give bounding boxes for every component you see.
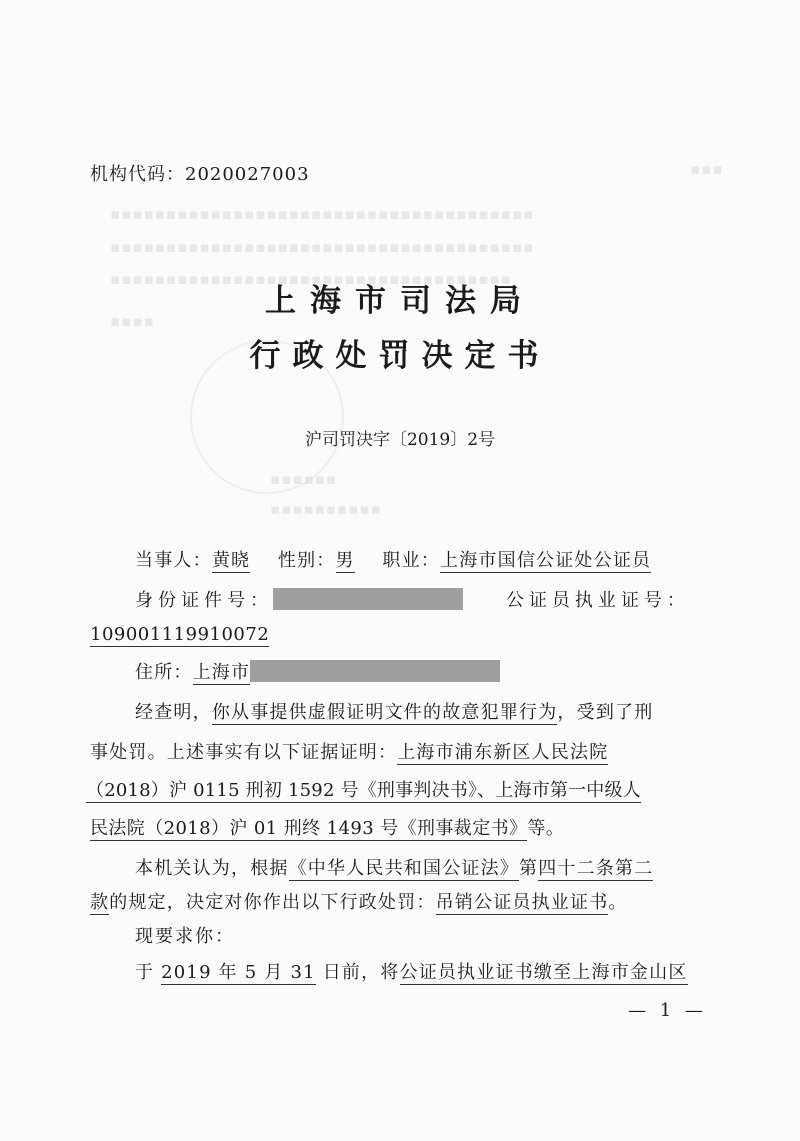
license-label: 公证员执业证号： [505,590,690,611]
decision-line-1 [135,854,653,880]
redacted-id-number [273,588,463,610]
evidence-ruling: 民法院（2018）沪 01 刑终 1493 号《刑事裁定书》 [90,818,528,839]
document-title: 行政处罚决定书 [249,338,551,374]
surrender-instruction: 公证员执业证书缴至上海市金山区 [399,962,688,983]
issuing-authority-title: 上海市司法局 [265,283,535,319]
gender-label: 性别： [277,550,336,571]
decision-text: 的规定，决定对你作出以下行政处罚： [109,892,436,913]
party-gender: 男 [335,550,355,571]
org-code: 机构代码：2020027003 [90,164,310,185]
bleed-through-text: ▪▪▪▪▪▪▪▪▪▪▪▪▪▪▪▪▪▪▪▪▪▪▪▪▪▪▪▪▪▪▪▪▪▪▪▪▪▪ [110,205,535,223]
bleed-through-text: ▪▪▪ [690,160,724,178]
bleed-through-text: ▪▪▪▪▪▪▪▪▪▪▪▪▪▪▪▪▪▪▪▪▪▪▪▪▪▪▪▪▪▪▪▪▪▪▪▪ [110,270,512,288]
decision-text: 。 [608,892,628,913]
address-value: 上海市 [192,662,251,683]
license-number: 109001119910072 [90,624,270,645]
decision-line-2 [90,888,628,914]
findings-line-3 [86,776,641,802]
address-line [135,658,500,684]
id-line [135,586,690,612]
job-label: 职业： [382,550,441,571]
decision-text: 第 [519,858,539,879]
requirement-heading: 现要求你： [135,926,235,947]
bleed-through-text: ▪▪▪▪▪▪▪▪▪▪ [270,500,382,518]
id-label: 身份证件号： [135,590,273,611]
deadline-date: 2019 年 5 月 31 [161,962,316,983]
name-label: 当事人： [135,550,212,571]
requirement-text: 于 [135,962,155,983]
requirement-text: 日前，将 [322,962,400,983]
law-reference: 《中华人民共和国公证法》 [288,858,520,879]
decision-text: 本机关认为，根据 [135,858,289,879]
party-line [135,546,651,572]
party-job: 上海市国信公证处公证员 [440,550,652,571]
requirement-line [135,958,688,984]
party-name: 黄晓 [211,550,251,571]
address-label: 住所： [135,662,193,683]
findings-text: 等。 [527,818,565,839]
evidence-judgment: （2018）沪 0115 刑初 1592 号《刑事判决书》、上海市第一中级人 [86,780,641,801]
clause-reference: 款 [90,892,110,913]
findings-text: ，受到了刑 [557,702,654,723]
bleed-through-text: ▪▪▪▪▪▪▪▪▪▪▪▪▪▪▪▪▪▪▪▪▪▪▪▪▪▪▪▪▪▪▪▪▪▪▪▪▪▪ [110,238,535,256]
penalty: 吊销公证员执业证书 [435,892,609,913]
findings-text: 经查明， [135,702,212,723]
offense-description: 你从事提供虚假证明文件的故意犯罪行为 [211,702,558,723]
bleed-through-text: ▪▪▪▪▪▪ [270,470,337,488]
findings-text: 事处罚。上述事实有以下证据证明： [90,742,398,763]
page-number: — 1 — [628,1000,707,1021]
article-reference: 四十二条第二 [538,858,654,879]
findings-line-1 [135,698,653,724]
findings-line-4 [90,814,564,840]
bleed-through-text: ▪▪▪▪ [110,312,155,330]
evidence-court: 上海市浦东新区人民法院 [397,742,609,763]
document-number: 沪司罚决字〔2019〕2号 [304,430,496,450]
license-number-line [90,624,269,645]
redacted-address [250,660,500,682]
findings-line-2 [90,738,608,764]
